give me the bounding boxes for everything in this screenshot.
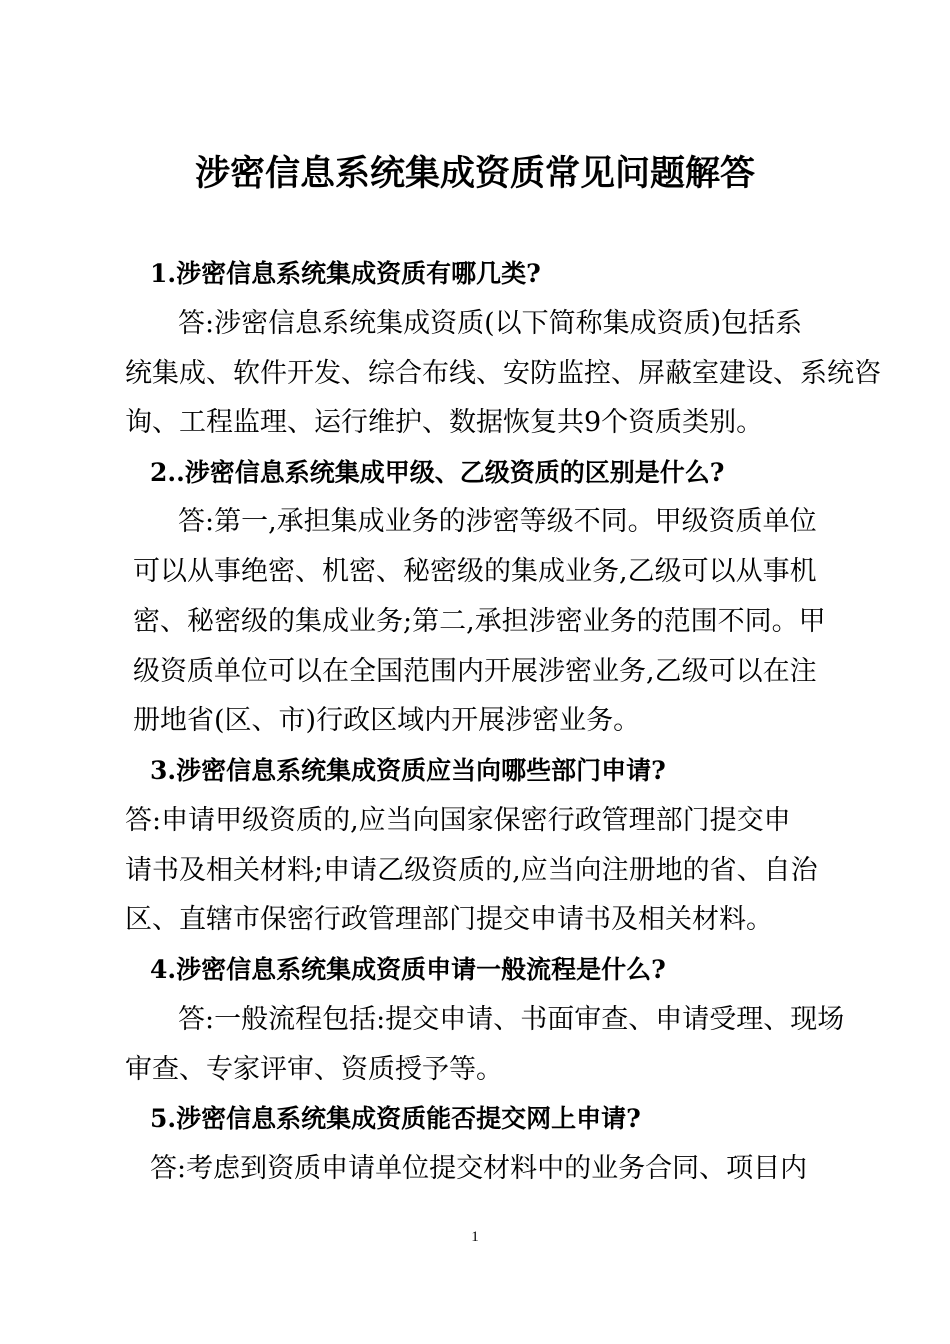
answer-3-line-1: 答:申请甲级资质的,应当向国家保密行政管理部门提交申	[125, 805, 791, 836]
answer-2-line-3: 密、秘密级的集成业务;第二,承担涉密业务的范围不同。甲	[133, 606, 826, 637]
question-4: 4.涉密信息系统集成资质申请一般流程是什么?	[150, 955, 666, 984]
answer-3-line-2: 请书及相关材料;申请乙级资质的,应当向注册地的省、自治	[125, 855, 818, 886]
question-2: 2..涉密信息系统集成甲级、乙级资质的区别是什么?	[150, 458, 725, 487]
question-1: 1.涉密信息系统集成资质有哪几类?	[150, 259, 541, 288]
page-number: 1	[471, 1229, 479, 1245]
question-3: 3.涉密信息系统集成资质应当向哪些部门申请?	[150, 756, 666, 785]
answer-2-line-2: 可以从事绝密、机密、秘密级的集成业务,乙级可以从事机	[133, 556, 817, 587]
document-title: 涉密信息系统集成资质常见问题解答	[194, 153, 755, 194]
answer-1-line-2: 统集成、软件开发、综合布线、安防监控、屏蔽室建设、系统咨	[125, 358, 881, 389]
answer-2-line-4: 级资质单位可以在全国范围内开展涉密业务,乙级可以在注	[133, 656, 817, 687]
answer-2-line-5: 册地省(区、市)行政区域内开展涉密业务。	[133, 705, 641, 736]
answer-2-line-1: 答:第一,承担集成业务的涉密等级不同。甲级资质单位	[178, 506, 817, 537]
answer-4-line-1: 答:一般流程包括:提交申请、书面审查、申请受理、现场	[178, 1004, 845, 1035]
answer-5-line-1: 答:考虑到资质申请单位提交材料中的业务合同、项目内	[150, 1153, 808, 1184]
answer-3-line-3: 区、直辖市保密行政管理部门提交申请书及相关材料。	[125, 904, 773, 935]
question-5: 5.涉密信息系统集成资质能否提交网上申请?	[150, 1104, 641, 1133]
answer-1-line-3: 询、工程监理、运行维护、数据恢复共9个资质类别。	[125, 407, 764, 438]
answer-1-line-1: 答:涉密信息系统集成资质(以下简称集成资质)包括系	[178, 308, 803, 339]
answer-4-line-2: 审查、专家评审、资质授予等。	[125, 1054, 503, 1085]
